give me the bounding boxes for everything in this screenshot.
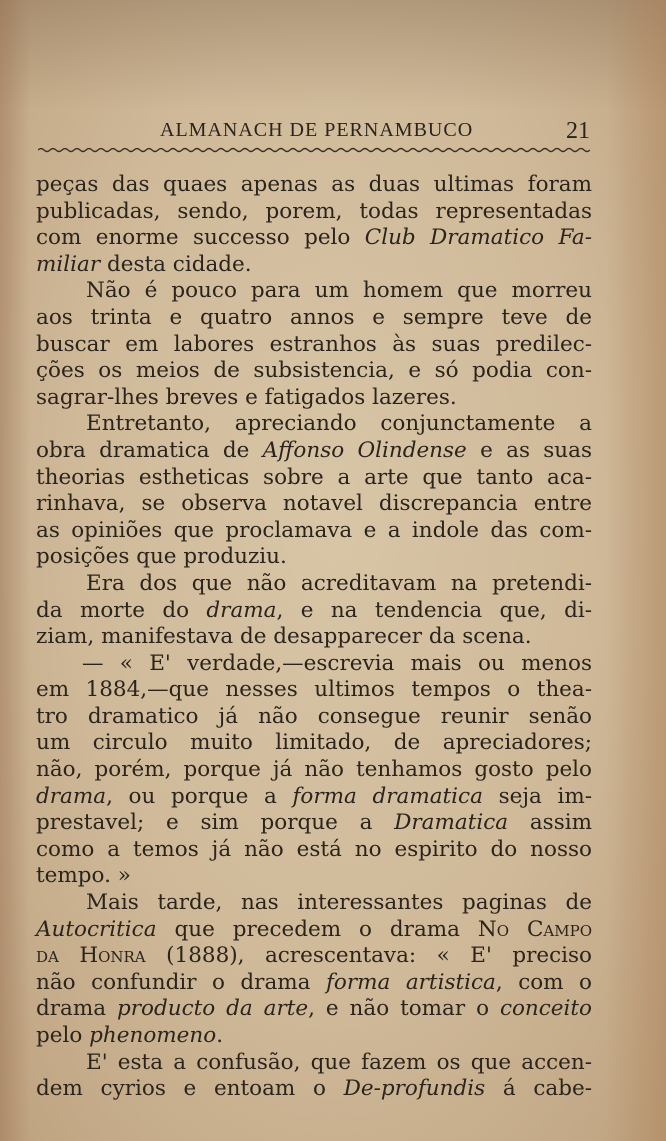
text-line: dem cyrios e entoam o De-profundis á cabe-	[36, 1076, 592, 1102]
text-line: ções os meios de subsistencia, e só podia con-	[36, 358, 592, 384]
text-line: buscar em labores estranhos às suas predilec-	[36, 331, 592, 357]
text-line: obra dramatica de Affonso Olindense e as suas	[36, 437, 593, 463]
text-line: — « E' verdade,—escrevia mais ou menos	[82, 650, 592, 676]
page-shadow-left	[0, 0, 30, 1141]
text-line: tro dramatico já não consegue reunir senão	[36, 703, 592, 729]
text-line: como a temos já não está no espirito do nosso	[36, 836, 592, 862]
text-line: em 1884,—que nesses ultimos tempos o thea-	[36, 677, 592, 703]
text-line: E' esta a confusão, que fazem os que accen-	[86, 1049, 592, 1075]
text-line: prestavel; e sim porque a Dramatica assim	[36, 810, 592, 836]
text-line: não, porém, porque já não tenhamos gosto pelo	[36, 757, 592, 783]
text-line: tempo. »	[36, 863, 131, 889]
text-line: posições que produziu.	[36, 544, 287, 570]
text-line: Entretanto, apreciando conjunctamente a	[86, 411, 592, 437]
text-line: aos trinta e quatro annos e sempre teve de	[36, 304, 592, 330]
text-line: pelo phenomeno.	[36, 1023, 224, 1048]
text-line: theorias estheticas sobre a arte que tanto aca-	[36, 464, 592, 490]
text-line: da Honra (1888), acrescentava: « E' preciso	[36, 943, 592, 969]
text-line: miliar desta cidade.	[36, 251, 252, 277]
text-line: drama producto da arte, e não tomar o conceito	[36, 996, 592, 1022]
text-line: da morte do drama, e na tendencia que, di-	[36, 597, 592, 623]
text-line: Autocritica que precedem o drama No Campo	[36, 916, 592, 942]
text-line: ziam, manifestava de desapparecer da scena.	[36, 624, 532, 650]
text-line: sagrar-lhes breves e fatigados lazeres.	[36, 384, 457, 410]
text-line: Mais tarde, nas interessantes paginas de	[86, 890, 592, 916]
running-title: ALMANACH DE PERNAMBUCO	[160, 119, 474, 141]
page-number: 21	[566, 118, 590, 144]
header-wavy-rule	[38, 147, 590, 153]
text-line: Era dos que não acreditavam na pretendi-	[86, 570, 592, 596]
text-line: publicadas, sendo, porem, todas representadas	[36, 198, 592, 224]
text-line: rinhava, se observa notavel discrepancia entre	[36, 491, 592, 517]
text-line: não confundir o drama forma artistica, com o	[36, 969, 592, 995]
text-line: Não é pouco para um homem que morreu	[86, 278, 592, 304]
text-line: peças das quaes apenas as duas ultimas foram	[36, 172, 592, 197]
text-line: com enorme successo pelo Club Dramatico Fa-	[36, 225, 592, 251]
page-shadow-top	[0, 0, 666, 110]
page-shadow-right	[606, 0, 666, 1141]
text-line: drama, ou porque a forma dramatica seja im-	[36, 783, 592, 809]
text-line: um circulo muito limitado, de apreciadores;	[36, 730, 592, 756]
body-text	[36, 172, 592, 1103]
text-line: as opiniões que proclamava e a indole das com-	[36, 517, 592, 543]
